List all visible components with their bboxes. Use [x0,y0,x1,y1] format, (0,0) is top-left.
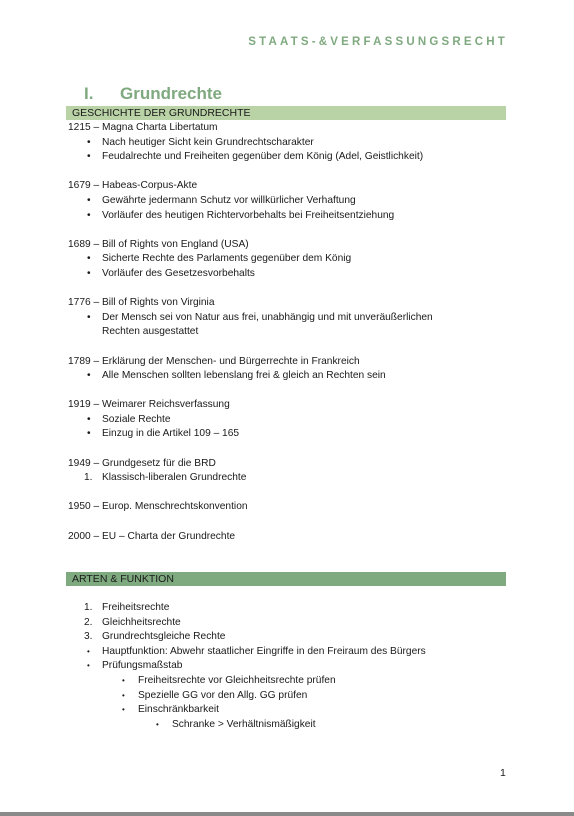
entry-title: 1776 – Bill of Rights von Virginia [68,297,215,309]
list-item [68,601,508,616]
list-item: • Prüfungsmaßstab [68,659,508,674]
list-item: • Einzug in die Artikel 109 – 165 [68,427,508,442]
list-item: • Soziale Rechte [68,413,508,428]
list-number: 2. [84,616,93,628]
chapter-title: Grundrechte [120,84,223,103]
list-item: • Freiheitsrechte vor Gleichheitsrechte prüfen [68,674,508,689]
list-item: • Sicherte Rechte des Parlaments gegenüber dem König [68,252,508,267]
list-item: • Vorläufer des heutigen Richtervorbehalts bei Freiheitsentziehung [68,209,508,224]
entry-title: 1679 – Habeas-Corpus-Akte [68,180,198,192]
history-entry [68,355,508,384]
list-item: • Vorläufer des Gesetzesvorbehalts [68,267,508,282]
list-text: Freiheitsrechte [102,602,170,613]
section-heading-geschichte: GESCHICHTE DER GRUNDRECHTE [66,106,506,120]
history-entry [68,296,508,340]
history-entry [68,500,508,515]
list-item: • Nach heutiger Sicht kein Grundrechtscharakter [68,136,508,151]
chapter-number: I. [84,84,94,103]
entry-title: 2000 – EU – Charta der Grundrechte [68,530,236,542]
history-entry [68,530,508,545]
list-item [68,616,508,631]
list-number: 3. [84,631,93,643]
list-item: • Gewährte jedermann Schutz vor willkürlicher Verhaftung [68,194,508,209]
list-text: Grundrechtsgleiche Rechte [102,631,226,643]
entry-title: 1689 – Bill of Rights von England (USA) [68,238,249,250]
history-entry [68,121,508,165]
list-item: • Schranke > Verhältnismäßigkeit [68,718,508,733]
list-item: • Spezielle GG vor den Allg. GG prüfen [68,689,508,704]
list-item [68,630,508,645]
history-entry [68,179,508,223]
entry-title: 1789 – Erklärung der Menschen- und Bürgerrechte in Frankreich [68,355,360,367]
list-item: • Alle Menschen sollten lebenslang frei & gleich an Rechten sein [68,369,508,384]
entry-title: 1919 – Weimarer Reichsverfassung [68,399,230,411]
entry-title: 1949 – Grundgesetz für die BRD [68,457,216,469]
list-text: Gleichheitsrechte [102,616,181,628]
arten-list [68,601,508,732]
list-item: • Feudalrechte und Freiheiten gegenüber dem König (Adel, Geistlichkeit) [68,150,508,165]
section-heading-arten: ARTEN & FUNKTION [66,572,506,586]
history-entry [68,457,508,486]
entry-title: 1215 – Magna Charta Libertatum [68,122,218,133]
list-text: Klassisch-liberalen Grundrechte [102,472,247,484]
entry-title: 1950 – Europ. Menschrechtskonvention [68,501,248,513]
list-item [68,471,508,486]
list-item: • Hauptfunktion: Abwehr staatlicher Eingriffe in den Freiraum des Bürgers [68,645,508,660]
list-item: • Der Mensch sei von Natur aus frei, unabhängig und mit unveräußerlichen Rechten ausgestattet [68,311,508,340]
page-bottom-edge [0,812,574,816]
history-entry [68,398,508,442]
history-entry [68,238,508,282]
list-number: 1. [84,602,93,613]
list-item: • Einschränkbarkeit [68,703,508,718]
running-header: STAATS-&VERFASSUNGSRECHT [248,36,508,48]
history-list [68,121,508,544]
list-number: 1. [84,472,93,484]
chapter-heading [84,84,222,104]
page-number: 1 [500,767,506,779]
